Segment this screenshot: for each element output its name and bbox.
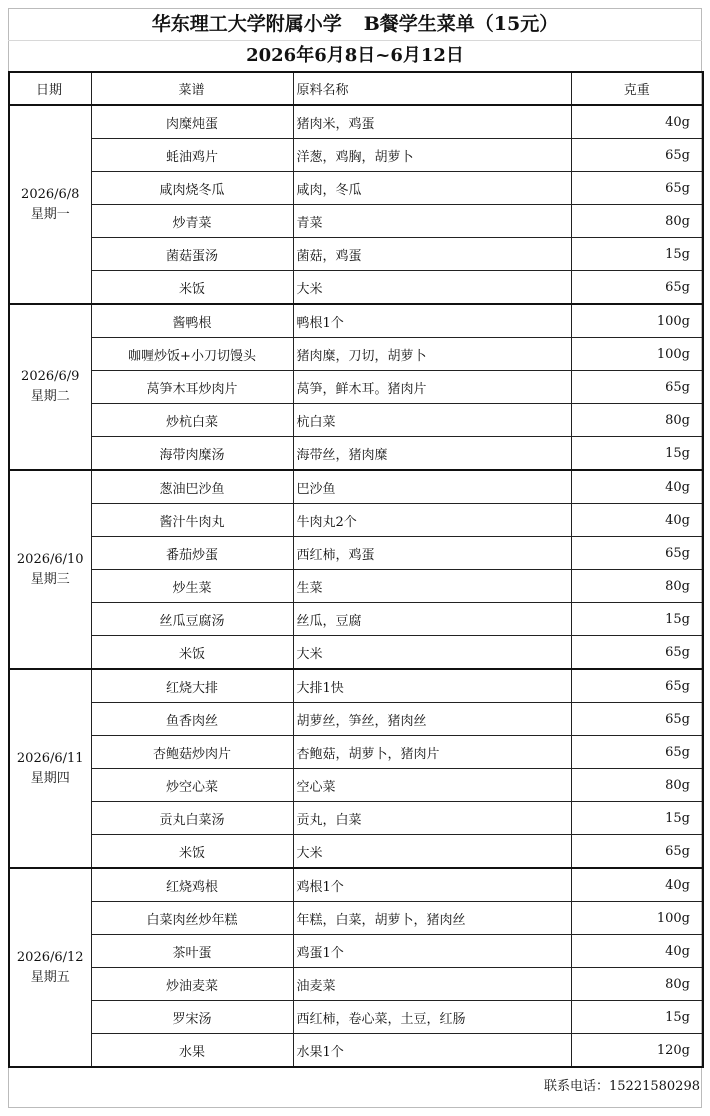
dish-cell: 茶叶蛋 (91, 935, 293, 968)
ingr-cell: 洋葱，鸡胸，胡萝卜 (293, 139, 571, 172)
day-weekday: 星期二 (30, 389, 70, 404)
table-row (9, 1034, 703, 1068)
day-date: 2026/6/12 (16, 949, 84, 965)
dish-cell: 酱汁牛肉丸 (91, 504, 293, 537)
day-cell (9, 105, 91, 304)
table-row (9, 703, 703, 736)
weight-cell: 40g (571, 470, 703, 504)
day-date: 2026/6/10 (16, 551, 84, 567)
ingr-cell: 贡丸，白菜 (293, 802, 571, 835)
weight-cell: 80g (571, 570, 703, 603)
weight-cell: 65g (571, 835, 703, 869)
ingr-cell: 杏鲍菇，胡萝卜，猪肉片 (293, 736, 571, 769)
ingr-cell: 空心菜 (293, 769, 571, 802)
menu-body (9, 105, 703, 1067)
table-row (9, 537, 703, 570)
weight-cell: 40g (571, 868, 703, 902)
table-row (9, 902, 703, 935)
weight-cell: 65g (571, 172, 703, 205)
table-row (9, 238, 703, 271)
ingr-cell: 大米 (293, 835, 571, 869)
ingr-cell: 咸肉，冬瓜 (293, 172, 571, 205)
table-row (9, 603, 703, 636)
dish-cell: 莴笋木耳炒肉片 (91, 371, 293, 404)
ingr-cell: 大米 (293, 636, 571, 670)
dish-cell: 蚝油鸡片 (91, 139, 293, 172)
dish-cell: 炒空心菜 (91, 769, 293, 802)
weight-cell: 65g (571, 537, 703, 570)
ingr-cell: 鸡根1个 (293, 868, 571, 902)
dish-cell: 丝瓜豆腐汤 (91, 603, 293, 636)
table-row (9, 404, 703, 437)
ingr-cell: 胡萝丝，笋丝，猪肉丝 (293, 703, 571, 736)
ingr-cell: 海带丝，猪肉糜 (293, 437, 571, 471)
ingr-cell: 油麦菜 (293, 968, 571, 1001)
day-cell (9, 470, 91, 669)
contact-phone: 联系电话：15221580298 (544, 1079, 700, 1094)
weight-cell: 15g (571, 437, 703, 471)
dish-cell: 米饭 (91, 271, 293, 305)
dish-cell: 白菜肉丝炒年糕 (91, 902, 293, 935)
day-date: 2026/6/8 (21, 186, 80, 202)
ingr-cell: 西红柿，鸡蛋 (293, 537, 571, 570)
ingr-cell: 猪肉糜，刀切，胡萝卜 (293, 338, 571, 371)
ingr-cell: 水果1个 (293, 1034, 571, 1068)
table-row (9, 769, 703, 802)
weight-cell: 40g (571, 504, 703, 537)
dish-cell: 炒油麦菜 (91, 968, 293, 1001)
column-header-ingredients: 原料名称 (293, 72, 571, 105)
weight-cell: 15g (571, 802, 703, 835)
day-cell (9, 669, 91, 868)
table-row (9, 935, 703, 968)
column-header-dish: 菜谱 (91, 72, 293, 105)
ingr-cell: 年糕，白菜，胡萝卜，猪肉丝 (293, 902, 571, 935)
dish-cell: 酱鸭根 (91, 304, 293, 338)
weight-cell: 15g (571, 238, 703, 271)
day-weekday: 星期三 (30, 571, 70, 587)
weight-cell: 40g (571, 105, 703, 139)
ingr-cell: 猪肉米，鸡蛋 (293, 105, 571, 139)
weight-cell: 80g (571, 205, 703, 238)
table-row (9, 669, 703, 703)
table-row (9, 172, 703, 205)
dish-cell: 菌菇蛋汤 (91, 238, 293, 271)
table-row (9, 371, 703, 404)
dish-cell: 杏鲍菇炒肉片 (91, 736, 293, 769)
dish-cell: 贡丸白菜汤 (91, 802, 293, 835)
dish-cell: 咖喱炒饭+小刀切馒头 (91, 338, 293, 371)
menu-title (8, 8, 702, 41)
dish-cell: 红烧大排 (91, 669, 293, 703)
table-row (9, 570, 703, 603)
weight-cell: 80g (571, 968, 703, 1001)
ingr-cell: 鸡蛋1个 (293, 935, 571, 968)
weight-cell: 80g (571, 404, 703, 437)
date-range: 2026年6月8日~6月12日 (246, 45, 464, 66)
school-name: 华东理工大学附属小学 (151, 13, 342, 35)
table-row (9, 636, 703, 670)
ingr-cell: 西红柿，卷心菜，土豆，红肠 (293, 1001, 571, 1034)
weight-cell: 100g (571, 304, 703, 338)
dish-cell: 水果 (91, 1034, 293, 1068)
ingr-cell: 杭白菜 (293, 404, 571, 437)
day-cell (9, 304, 91, 470)
dish-cell: 海带肉糜汤 (91, 437, 293, 471)
ingr-cell: 菌菇，鸡蛋 (293, 238, 571, 271)
dish-cell: 米饭 (91, 636, 293, 670)
table-row (9, 504, 703, 537)
meal-name: B餐学生菜单（15元） (363, 13, 559, 35)
table-row (9, 868, 703, 902)
table-row (9, 802, 703, 835)
table-row (9, 105, 703, 139)
table-row (9, 338, 703, 371)
weight-cell: 120g (571, 1034, 703, 1068)
dish-cell: 炒杭白菜 (91, 404, 293, 437)
table-row (9, 968, 703, 1001)
ingr-cell: 巴沙鱼 (293, 470, 571, 504)
dish-cell: 罗宋汤 (91, 1001, 293, 1034)
weight-cell: 80g (571, 769, 703, 802)
ingr-cell: 青菜 (293, 205, 571, 238)
dish-cell: 米饭 (91, 835, 293, 869)
ingr-cell: 牛肉丸2个 (293, 504, 571, 537)
weight-cell: 65g (571, 669, 703, 703)
day-date: 2026/6/9 (21, 369, 80, 384)
dish-cell: 红烧鸡根 (91, 868, 293, 902)
weight-cell: 65g (571, 736, 703, 769)
menu-sheet (8, 8, 702, 1068)
ingr-cell: 莴笋，鲜木耳。猪肉片 (293, 371, 571, 404)
table-row (9, 835, 703, 869)
weight-cell: 100g (571, 338, 703, 371)
ingr-cell: 生菜 (293, 570, 571, 603)
day-weekday: 星期五 (30, 969, 70, 985)
weight-cell: 15g (571, 1001, 703, 1034)
day-weekday: 星期一 (30, 206, 70, 222)
ingr-cell: 大米 (293, 271, 571, 305)
column-header-weight: 克重 (571, 72, 703, 105)
table-row (9, 1001, 703, 1034)
table-row (9, 139, 703, 172)
ingr-cell: 大排1快 (293, 669, 571, 703)
dish-cell: 炒青菜 (91, 205, 293, 238)
day-date: 2026/6/11 (16, 750, 84, 766)
table-row (9, 736, 703, 769)
ingr-cell: 丝瓜，豆腐 (293, 603, 571, 636)
dish-cell: 番茄炒蛋 (91, 537, 293, 570)
weight-cell: 65g (571, 271, 703, 305)
column-header-date: 日期 (9, 72, 91, 105)
dish-cell: 炒生菜 (91, 570, 293, 603)
weight-cell: 40g (571, 935, 703, 968)
weight-cell: 65g (571, 371, 703, 404)
menu-table (8, 71, 704, 1068)
day-weekday: 星期四 (30, 770, 70, 786)
dish-cell: 鱼香肉丝 (91, 703, 293, 736)
table-row (9, 205, 703, 238)
ingr-cell: 鸭根1个 (293, 304, 571, 338)
dish-cell: 咸肉烧冬瓜 (91, 172, 293, 205)
table-row (9, 304, 703, 338)
weight-cell: 65g (571, 703, 703, 736)
dish-cell: 肉糜炖蛋 (91, 105, 293, 139)
weight-cell: 100g (571, 902, 703, 935)
table-header-row (9, 72, 703, 105)
table-row (9, 271, 703, 305)
weight-cell: 15g (571, 603, 703, 636)
table-row (9, 470, 703, 504)
day-cell (9, 868, 91, 1067)
table-row (9, 437, 703, 471)
weight-cell: 65g (571, 636, 703, 670)
weight-cell: 65g (571, 139, 703, 172)
dish-cell: 葱油巴沙鱼 (91, 470, 293, 504)
